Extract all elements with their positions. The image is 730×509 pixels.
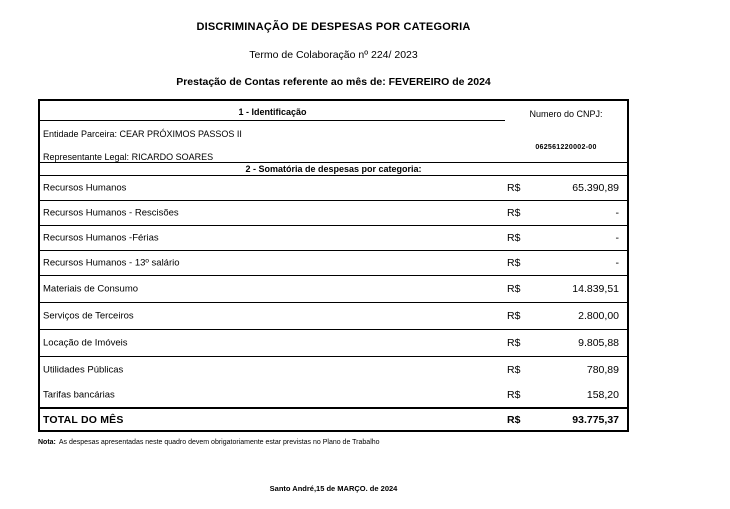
expense-row-tarifas-bancarias xyxy=(40,382,627,407)
expense-row-ferias xyxy=(40,226,627,251)
currency-symbol: R$ xyxy=(507,337,521,349)
period-line: Prestação de Contas referente ao mês de: FEVEREIRO de 2024 xyxy=(176,76,491,88)
expense-value: 9.805,88 xyxy=(578,337,619,349)
expense-value: 14.839,51 xyxy=(572,283,619,295)
currency-symbol: R$ xyxy=(507,232,521,244)
expense-row-recursos-humanos xyxy=(40,176,627,201)
total-value: 93.775,37 xyxy=(572,413,619,426)
currency-symbol: R$ xyxy=(507,207,521,219)
cnpj-value: 062561220002-00 xyxy=(535,144,597,151)
entity-partner-line: Entidade Parceira: CEAR PRÓXIMOS PASSOS II xyxy=(43,129,242,139)
expense-row-materiais-consumo xyxy=(40,276,627,303)
expense-value: 65.390,89 xyxy=(572,182,619,194)
expense-table xyxy=(38,99,629,432)
expenses-section-title: 2 - Somatória de despesas por categoria: xyxy=(40,163,627,176)
note-line xyxy=(38,439,380,446)
note-text: As despesas apresentadas neste quadro devem obrigatoriamente estar previstas no Plano de Trabalho xyxy=(58,439,380,446)
expense-value: - xyxy=(615,257,619,269)
expense-value: - xyxy=(615,207,619,219)
currency-symbol: R$ xyxy=(507,283,521,295)
expense-row-rescisoes xyxy=(40,201,627,226)
expense-value: 2.800,00 xyxy=(578,310,619,322)
expense-value: 780,89 xyxy=(586,363,619,376)
document-title: DISCRIMINAÇÃO DE DESPESAS POR CATEGORIA xyxy=(196,21,471,33)
expense-label: Recursos Humanos -Férias xyxy=(43,232,159,244)
expense-label: Locação de Imóveis xyxy=(43,337,128,349)
identification-section xyxy=(40,101,627,163)
expense-label: Materiais de Consumo xyxy=(43,283,139,295)
currency-symbol: R$ xyxy=(507,388,521,401)
currency-symbol: R$ xyxy=(507,413,521,426)
expense-label: Recursos Humanos - Rescisões xyxy=(43,207,179,219)
currency-symbol: R$ xyxy=(507,182,521,194)
cnpj-label: Numero do CNPJ: xyxy=(529,109,603,119)
expense-label: Utilidades Públicas xyxy=(43,364,124,375)
note-label: Nota: xyxy=(38,439,56,446)
expense-row-servicos-terceiros xyxy=(40,303,627,330)
footer-date-line: Santo André,15 de MARÇO. de 2024 xyxy=(269,484,398,493)
total-label: TOTAL DO MÊS xyxy=(43,413,124,426)
total-row xyxy=(40,407,627,430)
currency-symbol: R$ xyxy=(507,257,521,269)
expense-row-13-salario xyxy=(40,251,627,276)
currency-symbol: R$ xyxy=(507,363,521,376)
expense-label: Recursos Humanos xyxy=(43,182,127,194)
expense-group-utilidades-tarifas xyxy=(40,357,627,407)
expense-label: Serviços de Terceiros xyxy=(43,310,134,322)
document-subtitle: Termo de Colaboração nº 224/ 2023 xyxy=(249,49,418,61)
identification-section-title: 1 - Identificação xyxy=(40,101,505,121)
legal-representative-line: Representante Legal: RICARDO SOARES xyxy=(43,152,214,162)
currency-symbol: R$ xyxy=(507,310,521,322)
expense-label: Tarifas bancárias xyxy=(43,389,115,400)
expense-value: - xyxy=(615,232,619,244)
expense-row-utilidades-publicas xyxy=(40,357,627,382)
expense-value: 158,20 xyxy=(586,388,619,401)
expense-row-locacao-imoveis xyxy=(40,330,627,357)
expense-label: Recursos Humanos - 13º salário xyxy=(43,257,180,269)
